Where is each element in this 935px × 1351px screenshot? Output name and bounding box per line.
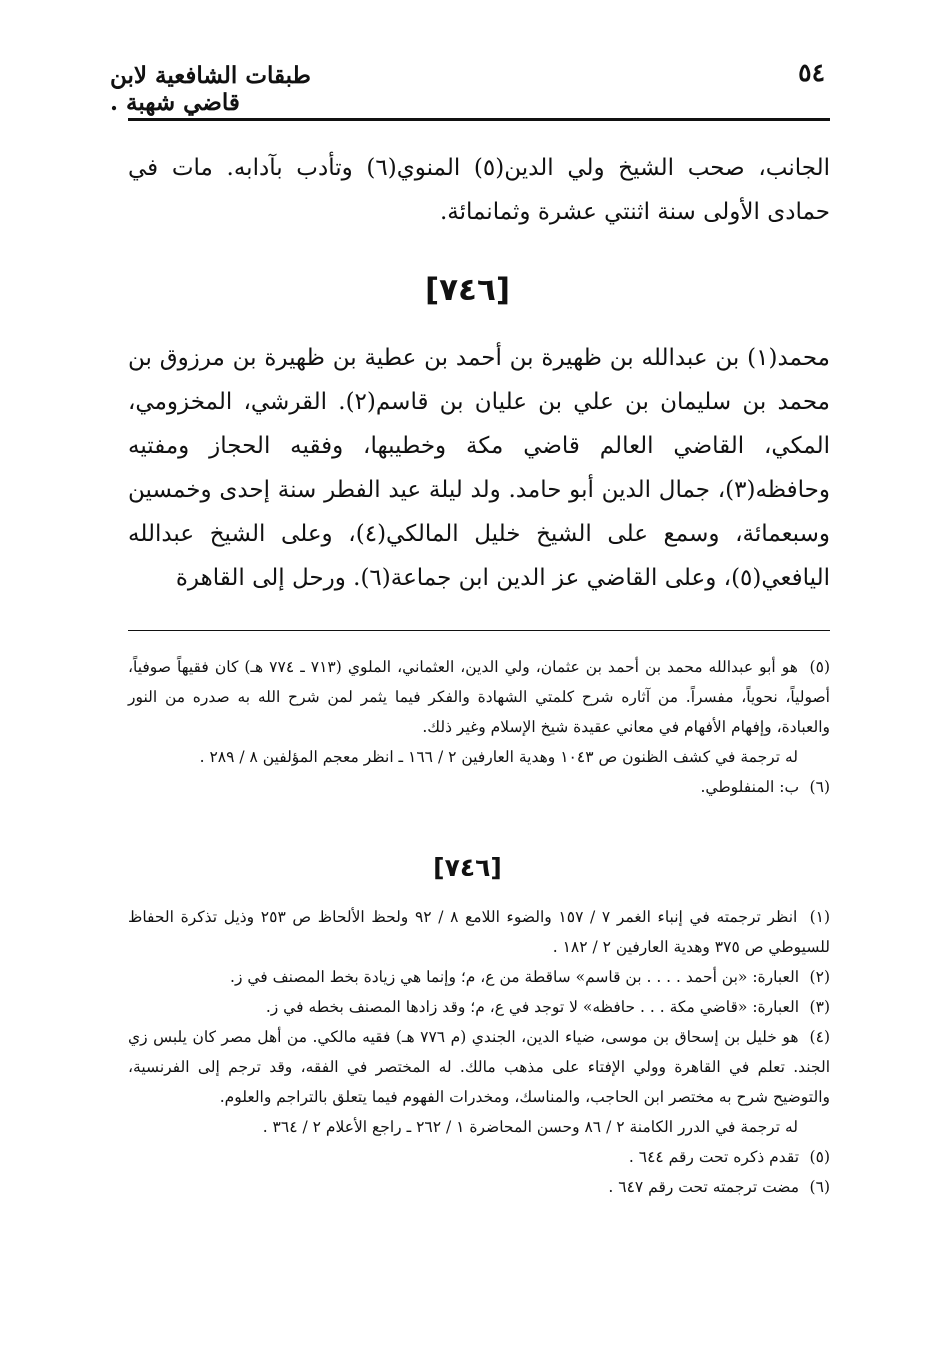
footnote — [128, 1022, 830, 1112]
footnote — [128, 962, 830, 992]
footnote-text: له ترجمة في الدرر الكامنة ٢ / ٨٦ وحسن المحاضرة ١ / ٢٦٢ ـ راجع الأعلام ٢ / ٣٦٤ . — [262, 1118, 798, 1136]
footnote-marker: (٦) — [809, 778, 830, 796]
footnotes-previous-entry — [128, 652, 830, 802]
footnote-marker: (٦) — [809, 1178, 830, 1196]
footnote — [128, 1172, 830, 1202]
footnote — [128, 902, 830, 962]
footnote-text: العبارة: «بن أحمد . . . . بن قاسم» ساقطة من ع، م؛ وإنما هي زيادة بخط المصنف في ز. — [230, 968, 800, 986]
footnote — [128, 742, 830, 772]
entry-number-heading: [٧٤٦] — [424, 272, 511, 308]
entry-paragraph: محمد(١) بن عبدالله بن ظهيرة بن أحمد بن عطية بن ظهيرة بن مرزوق بن محمد بن سليمان بن علي بن عليان بن قاسم(٢). القرشي، المخزومي، المكي، القاضي العالم قاضي مكة وخطيبها، وفقيه الحجاز ومفتيه وحافظه(٣)، جمال الدين أبو حامد. ولد ليلة عيد الفطر سنة إحدى وخمسين وسبعمائة، وسمع على الشيخ خليل المالكي(٤)، وعلى الشيخ عبدالله اليافعي(٥)، وعلى القاضي عز الدين ابن جماعة(٦). ورحل إلى القاهرة — [128, 345, 830, 591]
running-header-title: طبقات الشافعية لابن قاضي شهبة . — [110, 62, 311, 116]
footnote-marker: (٥) — [809, 658, 830, 676]
footnote — [128, 772, 830, 802]
footnote-text: ب: المنفلوطي. — [700, 778, 800, 796]
footnote-marker: (٢) — [809, 968, 830, 986]
page-number: ٥٤ — [798, 58, 825, 87]
footnote-text: انظر ترجمته في إنباء الغمر ٧ / ١٥٧ والضوء اللامع ٨ / ٩٢ ولحظ الألحاظ ص ٢٥٣ وذيل تذكرة الحفاظ للسيوطي ص ٣٧٥ وهدية العارفين ٢ / ١٨٢ . — [128, 908, 830, 956]
footnote-marker: (٤) — [809, 1028, 830, 1046]
footnote-text: له ترجمة في كشف الظنون ص ١٠٤٣ وهدية العارفين ٢ / ١٦٦ ـ انظر معجم المؤلفين ٨ / ٢٨٩ . — [199, 748, 798, 766]
footnote-separator — [128, 630, 830, 631]
footnote — [128, 1112, 830, 1142]
header-rule — [128, 118, 830, 121]
footnote — [128, 992, 830, 1022]
footnotes-current-entry — [128, 902, 830, 1202]
intro-paragraph: الجانب، صحب الشيخ ولي الدين(٥) المنوي(٦) وتأدب بآدابه. مات في حمادى الأولى سنة اثنتي عشرة وثمانمائة. — [128, 155, 831, 225]
footnote-text: العبارة: «قاضي مكة . . . حافظه» لا توجد في ع، م؛ وقد زادها المصنف بخطه في ز. — [265, 998, 800, 1016]
footnote-text: هو خليل بن إسحاق بن موسى، ضياء الدين، الجندي (م ٧٧٦ هـ) فقيه مالكي. من أهل مصر كان يلبس زي الجند. تعلم في القاهرة وولي الإفتاء على مذهب مالك. له المختصر في الفقه، وقد ترجم إلى الفرنسية، والتوضيح شرح به مختصر ابن الحاجب، والمناسك، ومخدرات الفهوم فيما يتعلق بالتراجم والعلوم. — [128, 1028, 830, 1106]
footnotes-entry-heading: [٧٤٦] — [433, 853, 502, 882]
footnote-marker: (٣) — [809, 998, 830, 1016]
footnote-marker: (٥) — [809, 1148, 830, 1166]
footnote — [128, 652, 830, 742]
footnote-text: هو أبو عبدالله محمد بن أحمد بن عثمان، ولي الدين، العثماني، الملوي (٧١٣ ـ ٧٧٤ هـ) كان فقيهاً صوفياً، أصولياً، نحوياً، مفسراً. من آثاره شرح كلمتي الشهادة والفكر فيما يثمر لمن شرح الله به صدره من النور والعبادة، وإفهام الأفهام في معاني عقيدة شيخ الإسلام وغير ذلك. — [128, 658, 830, 736]
footnote — [128, 1142, 830, 1172]
footnote-text: تقدم ذكره تحت رقم ٦٤٤ . — [628, 1148, 800, 1166]
footnote-text: مضت ترجمته تحت رقم ٦٤٧ . — [608, 1178, 800, 1196]
footnote-marker: (١) — [809, 908, 831, 926]
